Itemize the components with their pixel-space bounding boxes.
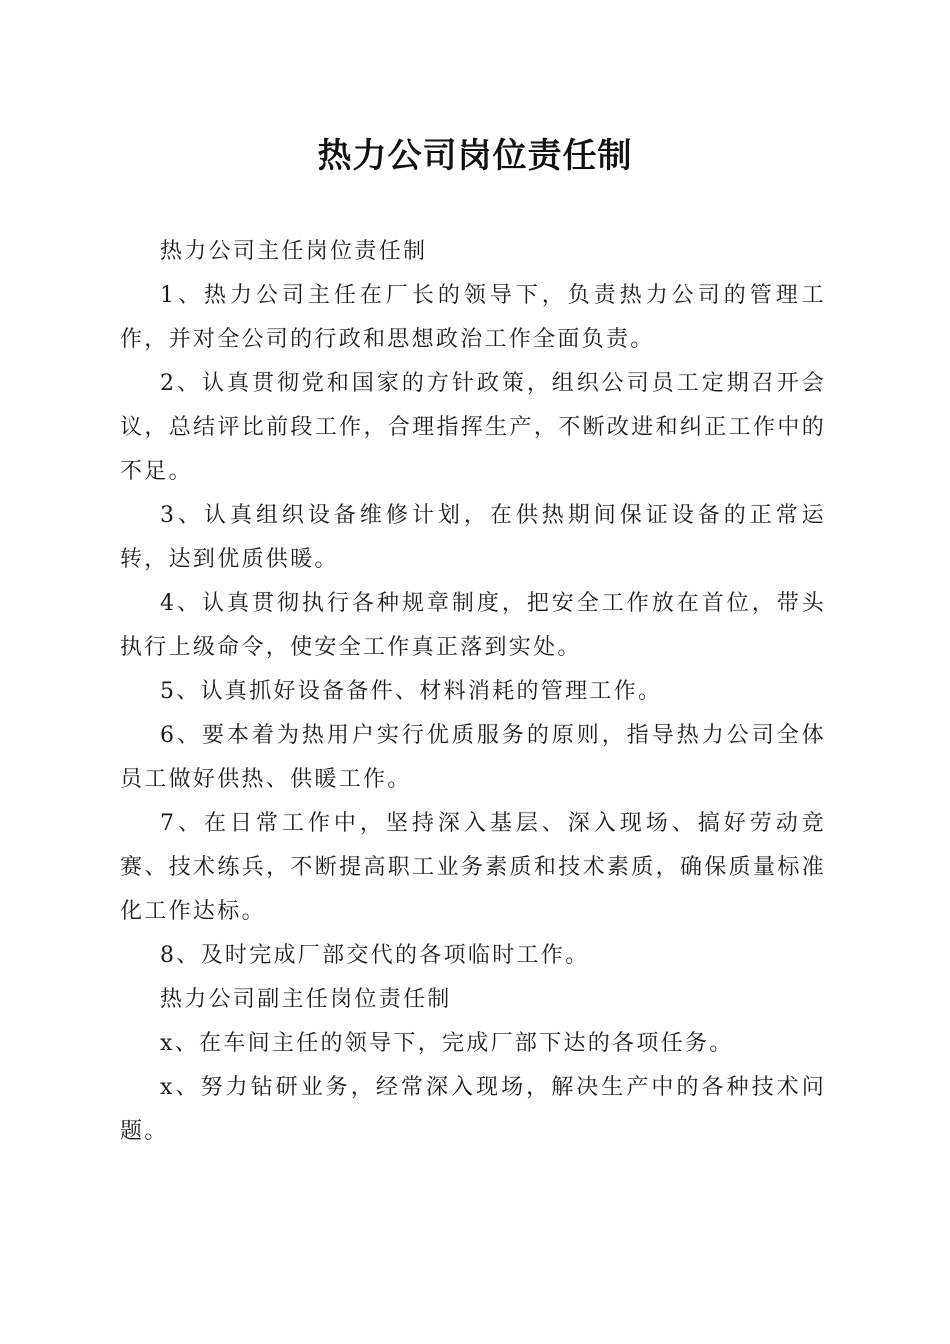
paragraph-item: x、努力钻研业务，经常深入现场，解决生产中的各种技术问题。	[120, 1075, 826, 1144]
paragraph-item: 4、认真贯彻执行各种规章制度，把安全工作放在首位，带头执行上级命令，使安全工作真正落到实处。	[120, 591, 826, 660]
section-heading-deputy-director: 热力公司副主任岗位责任制	[160, 987, 452, 1012]
paragraph-item: 8、及时完成厂部交代的各项临时工作。	[160, 943, 590, 968]
document-title: 热力公司岗位责任制	[317, 136, 633, 176]
paragraph-item: 5、认真抓好设备备件、材料消耗的管理工作。	[160, 679, 663, 704]
paragraph-item: 3、认真组织设备维修计划，在供热期间保证设备的正常运转，达到优质供暖。	[120, 503, 826, 572]
paragraph-item: 2、认真贯彻党和国家的方针政策，组织公司员工定期召开会议，总结评比前段工作，合理指挥生产，不断改进和纠正工作中的不足。	[120, 371, 826, 484]
paragraph-item: 1、热力公司主任在厂长的领导下，负责热力公司的管理工作，并对全公司的行政和思想政治工作全面负责。	[120, 283, 826, 352]
paragraph-item: x、在车间主任的领导下，完成厂部下达的各项任务。	[160, 1031, 734, 1056]
section-heading-director: 热力公司主任岗位责任制	[160, 239, 428, 264]
paragraph-item: 7、在日常工作中，坚持深入基层、深入现场、搞好劳动竞赛、技术练兵，不断提高职工业务素质和技术素质，确保质量标准化工作达标。	[120, 811, 826, 924]
document-body	[120, 230, 826, 1154]
paragraph-item: 6、要本着为热用户实行优质服务的原则，指导热力公司全体员工做好供热、供暖工作。	[120, 723, 826, 792]
